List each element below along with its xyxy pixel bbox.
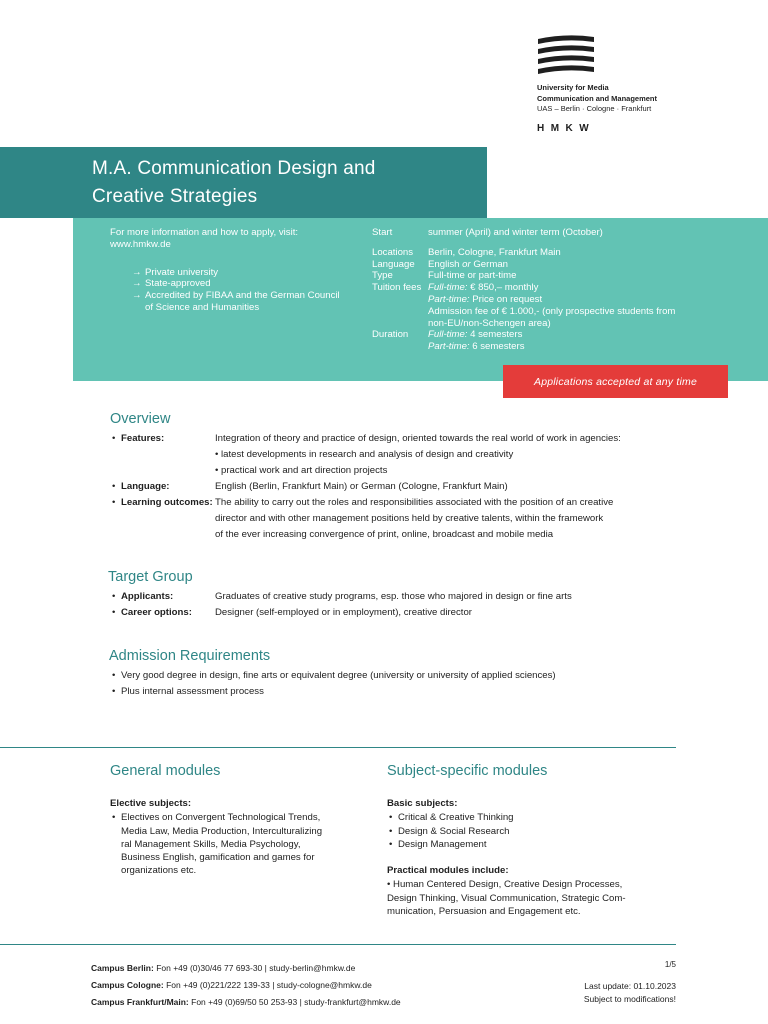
admission-heading: Admission Requirements [109,648,271,664]
subject-modules-heading: Subject-specific modules [387,763,548,779]
row-label: • Features: [109,431,215,479]
practical-line: munication, Persuasion and Engagement etc. [387,906,581,918]
fact-value: Full-time: € 850,– monthly Part-time: Price on request Admission fee of € 1.000,- (only prospective students from non-EU/non-Schengen area) [428,282,676,329]
target-group-table [109,589,689,621]
fact-locations [372,247,692,259]
general-modules [110,797,355,878]
subject-modules [387,797,667,918]
page-title-line-1: M.A. Communication Design and [92,158,376,179]
arrow-right-icon: → [132,290,142,302]
practical-modules-label: Practical modules include: [387,865,509,877]
fact-value: summer (April) and winter term (October) [428,227,603,238]
list-item: • Critical & Creative Thinking [387,811,667,824]
divider [0,944,676,945]
practical-line: Design Thinking, Visual Communication, Strategic Com- [387,892,626,904]
last-update [520,980,676,1005]
overview-row-language [109,479,689,495]
page-title [92,155,482,211]
row-value: Graduates of creative study programs, esp. those who majored in design or fine arts [215,591,572,602]
row-label: • Career options: [109,605,215,621]
info-left [110,227,340,314]
list-item: • Design & Social Research [387,825,667,838]
elective-list [110,811,355,877]
basic-subjects-label: Basic subjects: [387,798,458,809]
accreditation-list [110,267,340,314]
admission-item: • Plus internal assessment process [109,684,689,700]
fact-label: Tuition fees [372,282,422,294]
row-label: • Learning outcomes: [109,495,215,543]
row-value: Designer (self-employed or in employment), creative director [215,607,472,618]
fact-label: Start [372,227,393,238]
fact-value: English or German [428,258,508,270]
fact-value: Full-time or part-time [428,270,517,282]
overview-row-features [109,431,689,479]
contact-cologne: Campus Cologne: Fon +49 (0)221/222 139-33 | study-cologne@hmkw.de [91,980,372,990]
university-locations: UAS – Berlin · Cologne · Frankfurt [537,104,652,113]
accreditation-item: → Private university [132,266,219,278]
divider [0,747,676,748]
row-value: Integration of theory and practice of design, oriented towards the real world of work in agencies: • latest developments in research and analysis of design and creativity • practical work and art direction projects [215,433,621,476]
elective-subjects-label: Elective subjects: [110,798,192,809]
admission-list [109,668,689,700]
contact-berlin: Campus Berlin: Fon +49 (0)30/46 77 693-30 | study-berlin@hmkw.de [91,963,356,973]
arrow-right-icon: → [132,278,142,290]
row-label: • Language: [109,479,215,495]
hmkw-logo-icon [538,34,598,74]
page-number: 1/5 [664,960,676,969]
footer-contacts [91,960,401,1011]
overview-heading: Overview [110,411,171,427]
arrow-right-icon: → [132,266,142,278]
fact-label: Type [372,270,393,282]
practical-modules [387,864,667,918]
fact-tuition [372,282,692,329]
basic-subjects-list [387,811,667,851]
list-item: • Design Management [387,838,667,851]
university-name-line-1: University for Media [537,83,609,92]
row-label: • Applicants: [109,589,215,605]
fact-start [372,227,692,239]
contact-frankfurt: Campus Frankfurt/Main: Fon +49 (0)69/50 50 253-93 | study-frankfurt@hmkw.de [91,997,401,1007]
applications-badge: Applications accepted at any time [503,365,728,398]
university-name-line-2: Communication and Management [537,93,658,103]
row-value: English (Berlin, Frankfurt Main) or German (Cologne, Frankfurt Main) [215,481,508,492]
fact-value: Berlin, Cologne, Frankfurt Main [428,246,561,258]
fact-label: Language [372,258,415,270]
hmkw-abbreviation: HMKW [537,123,596,134]
accreditation-item: → Accredited by FIBAA and the German Council of Science and Humanities [132,290,340,313]
accreditation-item: → State-approved [132,278,211,290]
fact-duration [372,329,692,353]
practical-line: • Human Centered Design, Creative Design Processes, [387,879,623,891]
general-modules-heading: General modules [110,763,221,779]
fact-type [372,270,692,282]
fact-value: Full-time: 4 semesters Part-time: 6 semesters [428,329,525,353]
row-value: The ability to carry out the roles and responsibilities associated with the position of an creative director and with other management positions held by creative talents, within the framework of the ever increasing convergence of print, online, broadcast and mobile media [215,497,614,540]
page-title-line-2: Creative Strategies [92,186,258,207]
last-update-date: Last update: 01.10.2023 [584,981,676,991]
admission-item: • Very good degree in design, fine arts or equivalent degree (university or university of applied sciences) [109,668,689,684]
university-name [537,83,657,115]
fact-label: Locations [372,246,414,258]
visit-text: For more information and how to apply, visit: www.hmkw.de [110,227,299,250]
target-row-applicants [109,589,689,605]
fact-label: Duration [372,329,409,341]
overview-table [109,431,689,543]
program-facts [372,227,692,353]
target-group-heading: Target Group [108,569,193,585]
info-band [73,218,768,381]
overview-row-outcomes [109,495,689,543]
modifications-note: Subject to modifications! [583,993,676,1004]
target-row-career [109,605,689,621]
fact-language [372,259,692,271]
list-item: • Electives on Convergent Technological Trends, Media Law, Media Production, Interculturalizing ral Management Skills, Media Psychology, Business English, gamification and games for organizations etc. [110,811,355,877]
